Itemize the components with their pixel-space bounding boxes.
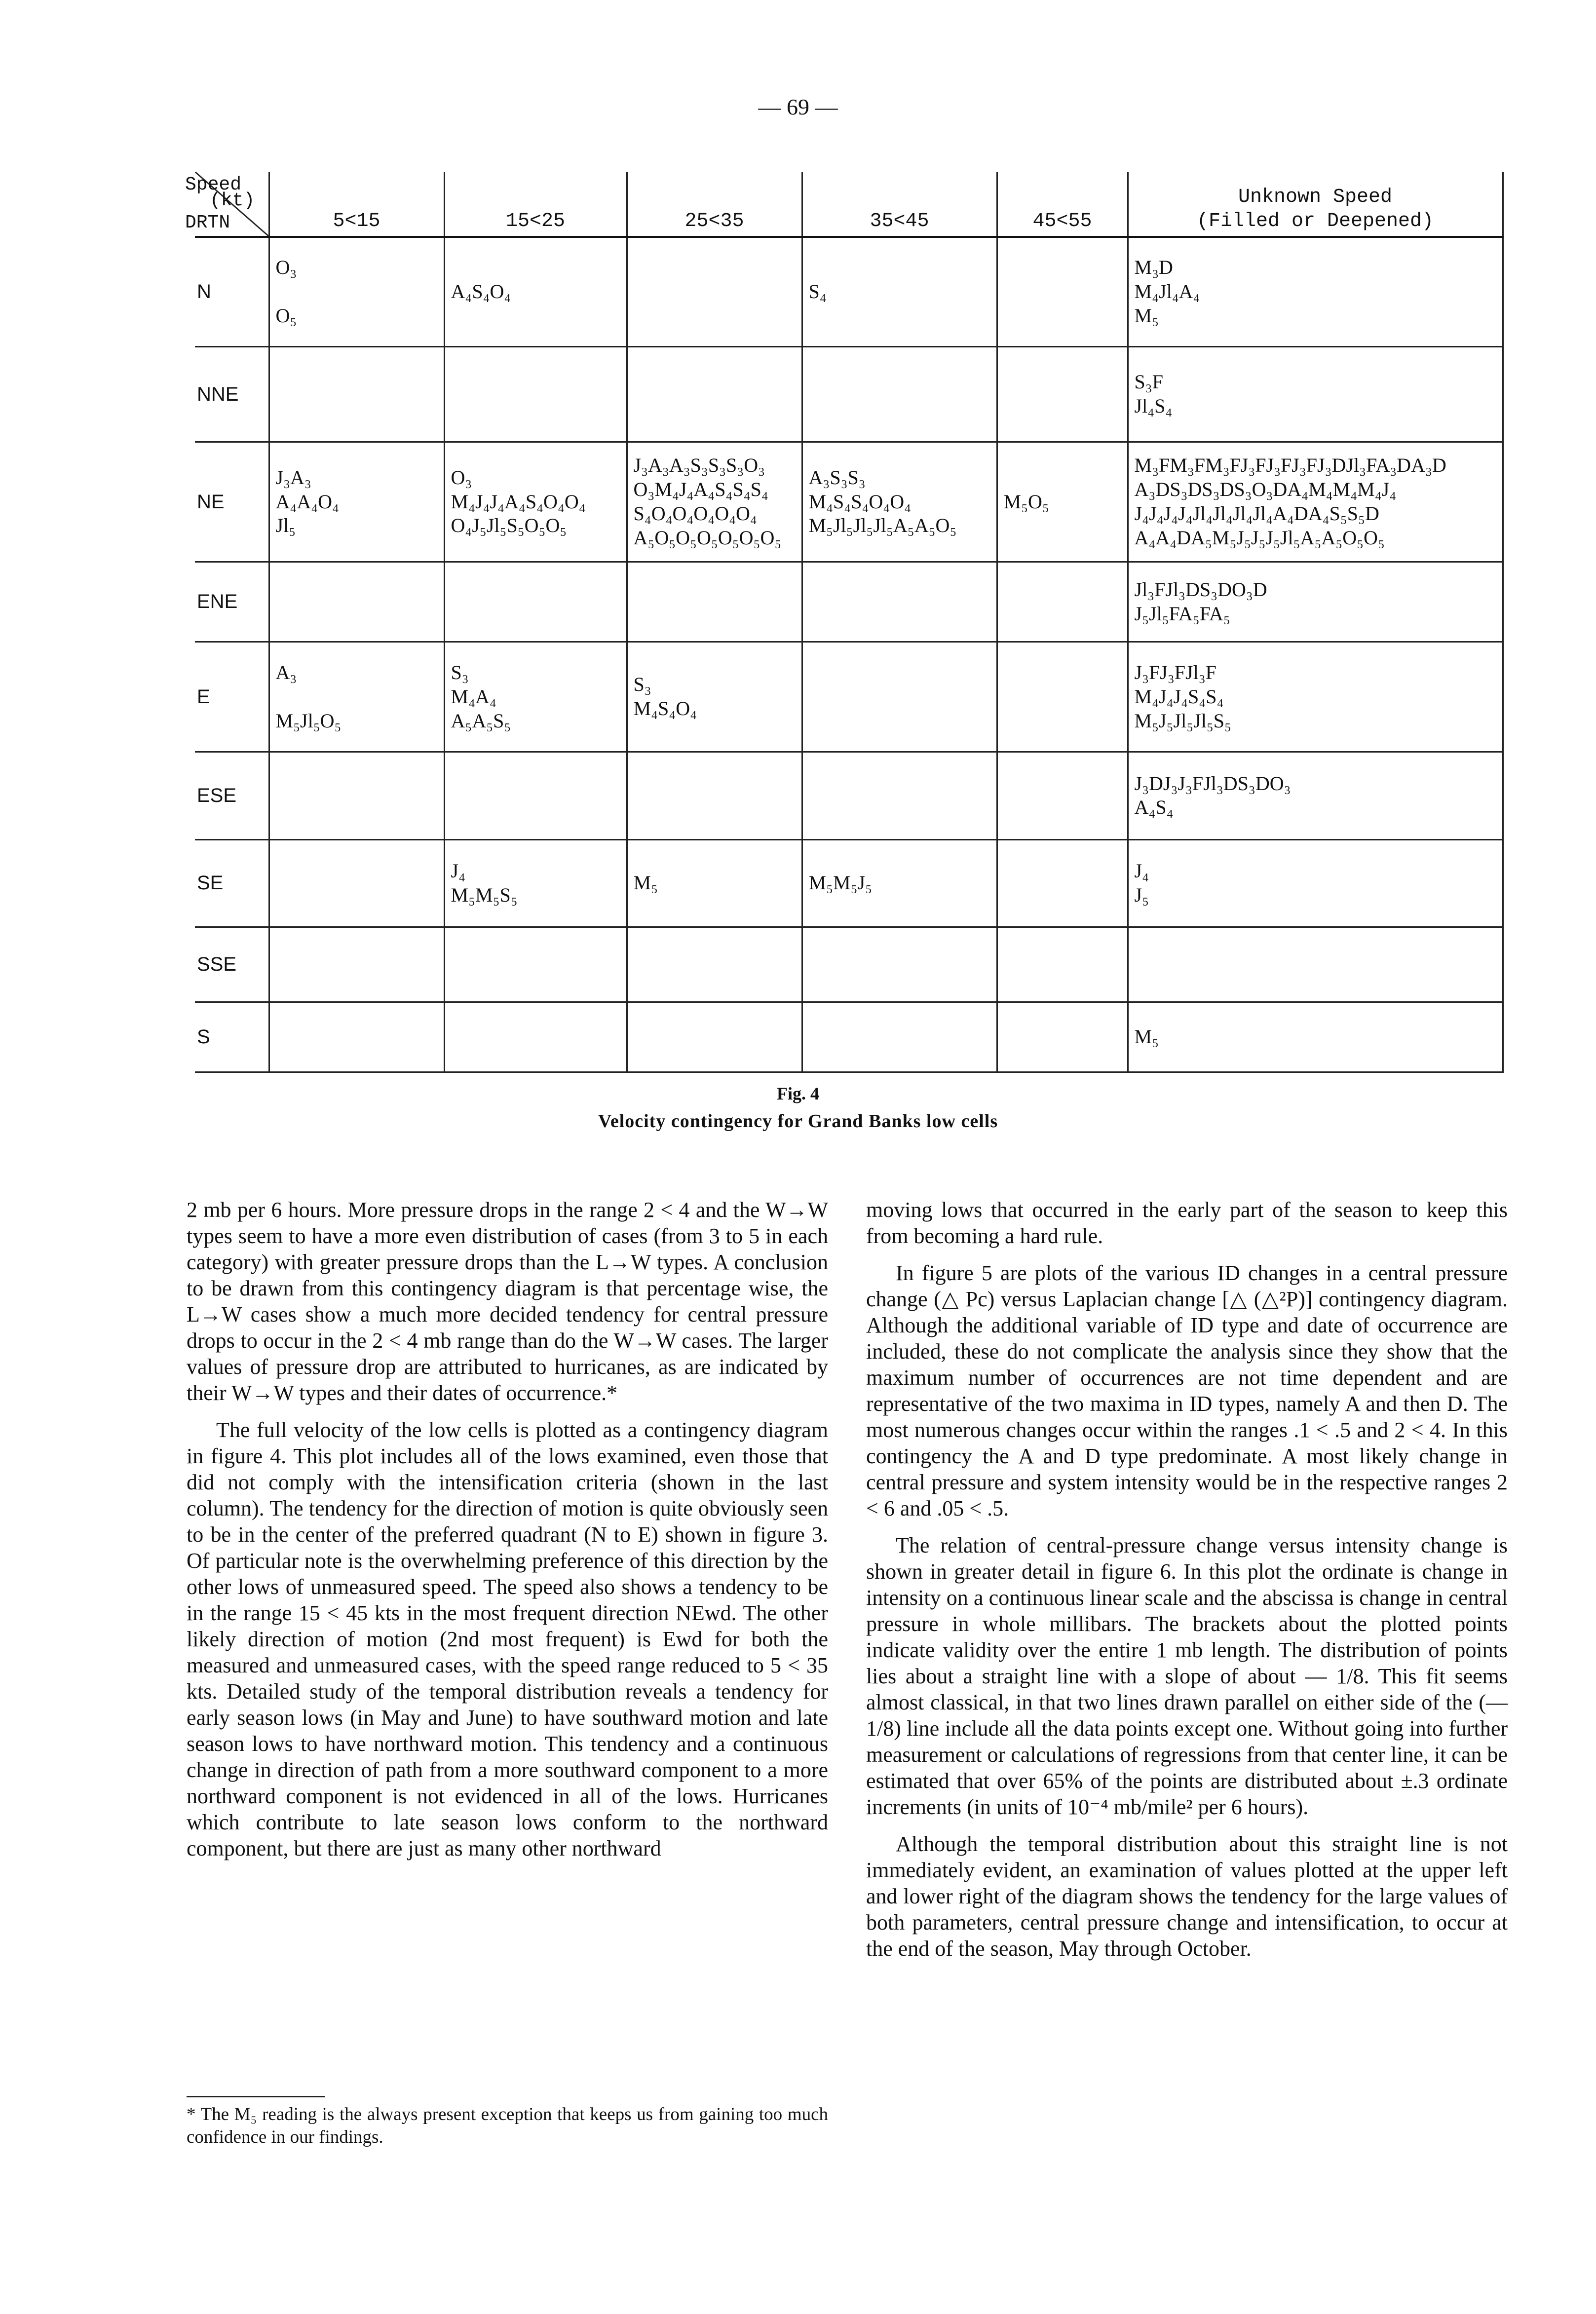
table-cell xyxy=(1128,752,1503,839)
table-cell xyxy=(997,562,1128,642)
table-row xyxy=(195,562,1503,642)
table-cell xyxy=(627,642,802,752)
cell-entry: J₃FJ₃FJl₃F xyxy=(1134,661,1216,684)
column-header xyxy=(802,172,997,237)
table-cell xyxy=(997,237,1128,347)
cell-entry: M₅ xyxy=(1134,1025,1159,1048)
table-cell xyxy=(802,442,997,562)
cell-entry: O₃ xyxy=(275,256,297,279)
column-header xyxy=(444,172,627,237)
cell-entry: S₃ xyxy=(451,661,469,684)
cell-entry: J₄ xyxy=(451,860,466,882)
cell-entry: S₄O₄O₄O₄O₄O₄ xyxy=(633,502,757,525)
table-cell xyxy=(802,752,997,839)
column-header xyxy=(997,172,1128,237)
cell-entry: A₄S₄O₄ xyxy=(451,280,511,303)
cell-entry: M₅Jl₅Jl₅Jl₅A₅A₅O₅ xyxy=(808,514,957,537)
row-direction-label: E xyxy=(195,642,269,752)
row-direction-label: S xyxy=(195,1002,269,1072)
corner-direction-label: DRTN xyxy=(185,212,230,234)
cell-entry: J₃A₃ xyxy=(275,466,311,489)
cell-entry: O₄J₅Jl₅S₅O₅O₅ xyxy=(451,514,567,537)
column-header-line: 25<35 xyxy=(684,210,744,232)
table-cell xyxy=(1128,347,1503,442)
table-cell xyxy=(997,927,1128,1002)
cell-entry: A₅A₅S₅ xyxy=(451,709,511,732)
cell-entry: S₄ xyxy=(808,280,827,303)
table-row xyxy=(195,927,1503,1002)
table-cell xyxy=(444,237,627,347)
paragraph: The full velocity of the low cells is plotted as a contingency diagram in figure 4. This plot includes all of the lows examined, even those that did not comply with the intensification criteria (shown in the last column). The tendency for the direction of motion is quite obviously seen to be in the center of the preferred quadrant (N to E) shown in figure 3. Of particular note is the overwhelming preference of this direction by the other lows of unmeasured speed. The speed also shows a tendency to be in the range 15 < 45 kts in the most frequent direction NEwd. The other likely direction of motion (2nd most frequent) is Ewd for both the measured and unmeasured cases, with the speed range reduced to 5 < 35 kts. Detailed study of the temporal distribution reveals a tendency for early season lows (in May and June) to have southward motion and late season lows to have northward motion. This tendency and a continuous change in direction of path from a more southward component to a more northward component is not evidenced in all of the lows. Hurricanes which contribute to late season lows conform to the northward component, but there are just as many other northward xyxy=(187,1418,828,1860)
left-text-column xyxy=(187,1197,828,1872)
corner-speed-label: Speed xyxy=(185,174,242,195)
table-cell xyxy=(802,927,997,1002)
table-cell xyxy=(269,752,444,839)
footnote: * The M₅ reading is the always present exception that keeps us from gaining too much confidence in our findings. xyxy=(187,2104,828,2147)
cell-entry: M₄S₄S₄O₄O₄ xyxy=(808,490,912,513)
table-cell xyxy=(269,1002,444,1072)
figure-number: Fig. 4 xyxy=(777,1084,819,1103)
cell-entry: M₅M₅J₅ xyxy=(808,872,873,894)
cell-entry: A₃DS₃DS₃DS₃O₃DA₄M₄M₄M₄J₄ xyxy=(1134,478,1397,501)
table-cell xyxy=(444,752,627,839)
cell-entry: J₅ xyxy=(1134,883,1149,906)
cell-entry: S₃ xyxy=(633,673,651,696)
table-row xyxy=(195,839,1503,927)
cell-entry: M₅ xyxy=(1134,304,1159,327)
table-row xyxy=(195,442,1503,562)
table-cell xyxy=(627,1002,802,1072)
paragraph: moving lows that occurred in the early part of the season to keep this from becoming a hard rule. xyxy=(866,1198,1508,1248)
cell-entry: Jl₃FJl₃DS₃DO₃D xyxy=(1134,578,1267,601)
cell-entry: J₃DJ₃J₃FJl₃DS₃DO₃ xyxy=(1134,772,1291,795)
table-cell xyxy=(444,927,627,1002)
table-cell xyxy=(627,839,802,927)
table-cell xyxy=(444,642,627,752)
table-cell xyxy=(997,839,1128,927)
table-row xyxy=(195,237,1503,347)
table-cell xyxy=(444,1002,627,1072)
table-row xyxy=(195,1002,1503,1072)
velocity-contingency-table xyxy=(185,172,1504,1073)
column-header-line: 35<45 xyxy=(870,210,929,232)
table-cell xyxy=(1128,839,1503,927)
cell-entry: Jl₅ xyxy=(275,514,296,537)
table-cell xyxy=(1128,442,1503,562)
table-cell xyxy=(444,442,627,562)
cell-entry: J₄ xyxy=(1134,860,1149,882)
table-cell xyxy=(802,237,997,347)
cell-entry: O₃ xyxy=(451,466,472,489)
table-cell xyxy=(444,839,627,927)
column-header-line: Unknown Speed xyxy=(1238,186,1393,209)
table-cell xyxy=(627,562,802,642)
cell-entry: A₄S₄ xyxy=(1134,796,1174,819)
table-cell xyxy=(269,562,444,642)
table-cell xyxy=(444,562,627,642)
cell-entry: M₅J₅Jl₅Jl₅S₅ xyxy=(1134,709,1231,732)
table-cell xyxy=(269,347,444,442)
row-direction-label: SSE xyxy=(195,927,269,1002)
table-cell xyxy=(1128,562,1503,642)
table-cell xyxy=(802,562,997,642)
cell-entry: M₅O₅ xyxy=(1003,490,1049,513)
cell-entry: M₅ xyxy=(633,872,658,894)
cell-entry: S₃F xyxy=(1134,371,1163,393)
table-cell xyxy=(802,839,997,927)
table-cell xyxy=(997,642,1128,752)
paragraph: Although the temporal distribution about this straight line is not immediately evident, an examination of values plotted at the upper left and lower right of the diagram shows the tendency for the large values of both parameters, central pressure change and intensification, to occur at the end of the season, May through October. xyxy=(866,1832,1508,1961)
row-direction-label: ESE xyxy=(195,752,269,839)
row-direction-label: SE xyxy=(195,839,269,927)
cell-entry: M₄Jl₄A₄ xyxy=(1134,280,1200,303)
page-number: — 69 — xyxy=(758,94,838,119)
cell-entry: M₃D xyxy=(1134,256,1173,279)
table-cell xyxy=(627,752,802,839)
column-header-line: 45<55 xyxy=(1032,210,1092,232)
cell-entry: Jl₄S₄ xyxy=(1134,395,1173,417)
cell-entry xyxy=(276,685,438,709)
column-header xyxy=(1128,172,1503,237)
table-cell xyxy=(627,927,802,1002)
table-cell xyxy=(444,347,627,442)
table-cell xyxy=(627,237,802,347)
cell-entry: A₄A₄DA₅M₅J₅J₅J₅Jl₅A₅A₅O₅O₅ xyxy=(1134,526,1385,549)
cell-entry: M₃FM₃FM₃FJ₃FJ₃FJ₃FJ₃DJl₃FA₃DA₃D xyxy=(1134,454,1446,477)
cell-entry: A₅O₅O₅O₅O₅O₅O₅ xyxy=(633,526,782,549)
footnote-rule xyxy=(187,2096,325,2097)
column-header xyxy=(269,172,444,237)
paragraph: The relation of central-pressure change versus intensity change is shown in greater detail in figure 6. In this plot the ordinate is change in intensity on a continuous linear scale and the abscissa is change in central pressure in whole millibars. The brackets about the plotted points indicate validity over the entire 1 mb length. The distribution of points lies about a straight line with a slope of about — 1/8. This fit seems almost classical, in that two lines drawn parallel on either side of the (— 1/8) line include all the data points except one. Without going into further measurement or calculations of regressions from that center line, it can be estimated that over 65% of the points are distributed about ±.3 ordinate increments (in units of 10⁻⁴ mb/mile² per 6 hours). xyxy=(866,1533,1508,1819)
table-row xyxy=(195,642,1503,752)
table-cell xyxy=(802,347,997,442)
table-cell xyxy=(269,442,444,562)
row-direction-label: NNE xyxy=(195,347,269,442)
table-cell xyxy=(997,442,1128,562)
table-cell xyxy=(269,642,444,752)
cell-entry: A₃ xyxy=(275,661,297,684)
table-cell xyxy=(997,1002,1128,1072)
table-cell xyxy=(627,347,802,442)
cell-entry: M₄J₄J₄A₄S₄O₄O₄ xyxy=(451,490,586,513)
cell-entry: M₅M₅S₅ xyxy=(451,883,518,906)
cell-entry xyxy=(276,280,438,304)
table-cell xyxy=(802,642,997,752)
paragraph: 2 mb per 6 hours. More pressure drops in the range 2 < 4 and the W→W types seem to have a more even distribution of cases (from 3 to 5 in each category) with greater pressure drops than the L→W types. A conclusion to be drawn from this contingency diagram is that percentage wise, the L→W cases show a much more decided tendency for central pressure drops to occur in the 2 < 4 mb range than do the W→W cases. The larger values of pressure drop are attributed to hurricanes, as are indicated by their W→W types and their dates of occurrence.* xyxy=(187,1198,828,1405)
cell-entry: O₅ xyxy=(275,304,297,327)
table-cell xyxy=(269,839,444,927)
column-header-line: 15<25 xyxy=(505,210,566,232)
row-direction-label: N xyxy=(195,237,269,347)
figure-caption: Velocity contingency for Grand Banks low cells xyxy=(598,1111,998,1132)
column-header-line: 5<15 xyxy=(333,210,380,232)
cell-entry: A₄A₄O₄ xyxy=(275,490,339,513)
table-cell xyxy=(802,1002,997,1072)
table-cell xyxy=(627,442,802,562)
table-corner xyxy=(185,172,269,237)
column-header-line: (Filled or Deepened) xyxy=(1196,210,1434,232)
table-cell xyxy=(1128,927,1503,1002)
cell-entry: M₄J₄J₄S₄S₄ xyxy=(1134,685,1224,708)
cell-entry: J₄J₄J₄J₄Jl₄Jl₄Jl₄Jl₄A₄DA₄S₅S₅D xyxy=(1134,502,1379,525)
table-row xyxy=(195,752,1503,839)
right-text-column xyxy=(866,1197,1508,1973)
row-direction-label: NE xyxy=(195,442,269,562)
cell-entry: M₄A₄ xyxy=(451,685,496,708)
corner-kt-label: (kt) xyxy=(210,190,255,211)
table-cell xyxy=(269,927,444,1002)
cell-entry: A₃S₃S₃ xyxy=(808,466,866,489)
cell-entry: O₃M₄J₄A₄S₄S₄S₄ xyxy=(633,478,768,501)
paragraph: In figure 5 are plots of the various ID changes in a central pressure change (△ Pc) versus Laplacian change [△ (△²P)] contingency diagram. Although the additional variable of ID type and date of occurrence are included, these do not complicate the analysis since they show that the maximum number of occurrences are not time dependent and are representative of the two maxima in ID types, namely A and then D. The most numerous changes occur within the ranges .1 < .5 and 2 < 4. In this contingency the A and D type predominate. A most likely change in central pressure and system intensity would be in the respective ranges 2 < 6 and .05 < .5. xyxy=(866,1261,1508,1520)
column-header xyxy=(627,172,802,237)
cell-entry: M₄S₄O₄ xyxy=(633,697,697,720)
table-cell xyxy=(997,752,1128,839)
row-direction-label: ENE xyxy=(195,562,269,642)
cell-entry: M₅Jl₅O₅ xyxy=(275,709,342,732)
cell-entry: J₃A₃A₃S₃S₃S₃O₃ xyxy=(633,454,765,477)
table-cell xyxy=(269,237,444,347)
table-row xyxy=(195,347,1503,442)
table-cell xyxy=(1128,642,1503,752)
table-cell xyxy=(997,347,1128,442)
cell-entry: J₅Jl₅FA₅FA₅ xyxy=(1134,602,1230,625)
table-cell xyxy=(1128,1002,1503,1072)
table-header-row xyxy=(195,172,1503,237)
table-cell xyxy=(1128,237,1503,347)
